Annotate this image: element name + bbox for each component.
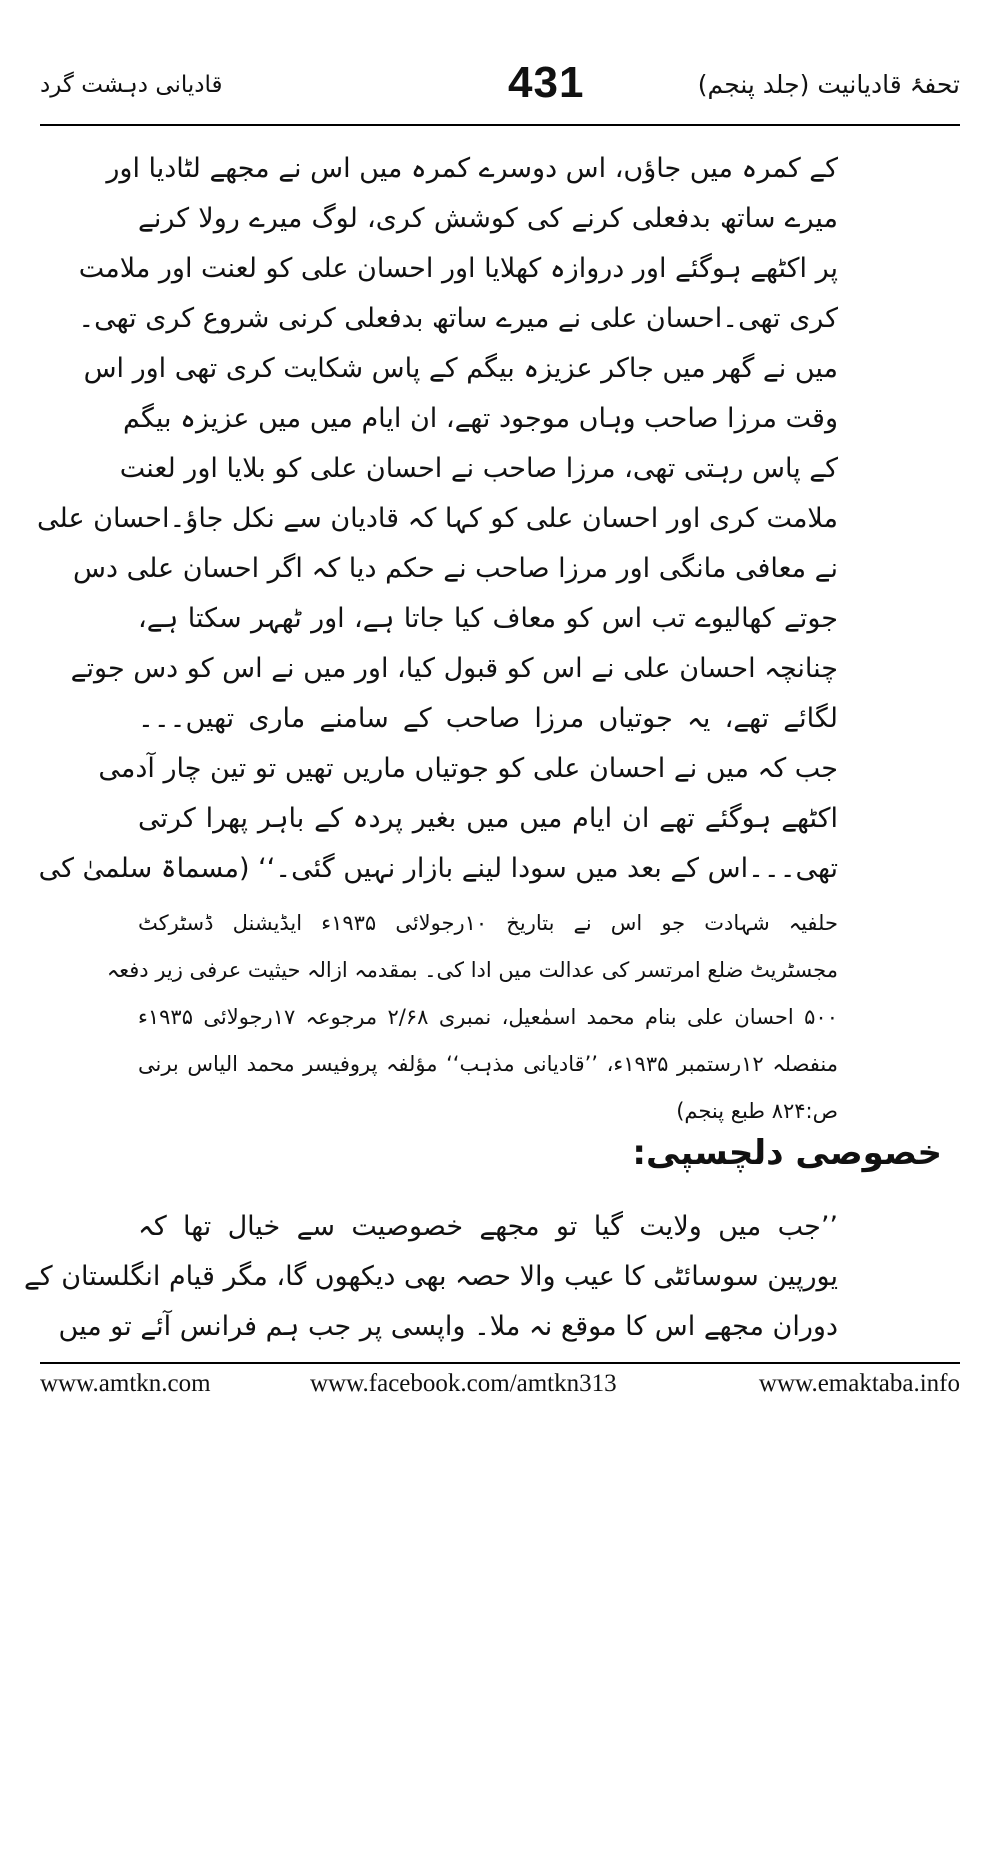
text-line: کری تھی۔احسان علی نے میرے ساتھ بدفعلی کرنی شروع کری تھی۔ (78, 303, 838, 334)
reference-line: منفصلہ ۱۲رستمبر ۱۹۳۵ء، ’’قادیانی مذہب‘‘ مؤلفہ پروفیسر محمد الیاس برنی (138, 1052, 838, 1076)
text-line: وقت مرزا صاحب وہاں موجود تھے، ان ایام میں میں عزیزہ بیگم (123, 403, 838, 434)
text-line: کے کمرہ میں جاؤں، اس دوسرے کمرہ میں اس نے مجھے لٹادیا اور (106, 153, 838, 184)
text-line: لگائے تھے، یہ جوتیاں مرزا صاحب کے سامنے ماری تھیں۔۔۔ (138, 703, 838, 734)
reference-line: ص:۸۲۴ طبع پنجم) (676, 1099, 838, 1123)
reference-line: ۵۰۰ احسان علی بنام محمد اسمٰعیل، نمبری ۲/۶۸ مرجوعہ ۱۷رجولائی ۱۹۳۵ء (138, 1005, 838, 1029)
text-line: جب کہ میں نے احسان علی کو جوتیاں ماریں تھیں تو تین چار آدمی (98, 753, 838, 784)
reference-line: حلفیہ شہادت جو اس نے بتاریخ ۱۰رجولائی ۱۹۳۵ء ایڈیشنل ڈسٹرکٹ (138, 911, 838, 935)
page-footer (40, 1370, 960, 1410)
text-line: یورپین سوسائٹی کا عیب والا حصہ بھی دیکھوں گا، مگر قیام انگلستان کے (23, 1261, 838, 1292)
footer-url-emaktaba[interactable]: www.emaktaba.info (758, 1370, 960, 1397)
text-line: پر اکٹھے ہوگئے اور دروازہ کھلایا اور احسان علی کو لعنت اور ملامت (78, 253, 838, 284)
chapter-title: قادیانی دہشت گرد (40, 72, 223, 98)
text-line: نے معافی مانگی اور مرزا صاحب نے حکم دیا کہ اگر احسان علی دس (73, 553, 838, 584)
footer-url-facebook[interactable]: www.facebook.com/amtkn313 (310, 1370, 617, 1397)
reference-line: مجسٹریٹ ضلع امرتسر کی عدالت میں ادا کی۔ بمقدمہ ازالہ حیثیت عرفی زیر دفعہ (106, 958, 838, 982)
text-line: کے پاس رہتی تھی، مرزا صاحب نے احسان علی کو بلایا اور لعنت (119, 453, 838, 484)
page-number: 431 (508, 58, 585, 107)
text-line: دوران مجھے اس کا موقع نہ ملا۔ واپسی پر جب ہم فرانس آئے تو میں (58, 1311, 838, 1342)
text-line: تھی۔۔۔اس کے بعد میں سودا لینے بازار نہیں گئی۔‘‘ (مسماۃ سلمیٰ کی (38, 853, 838, 884)
footer-url-amtkn[interactable]: www.amtkn.com (40, 1370, 211, 1397)
section-heading: خصوصی دلچسپی: (632, 1133, 942, 1173)
text-line: میں نے گھر میں جاکر عزیزہ بیگم کے پاس شکایت کری تھی اور اس (83, 353, 838, 384)
footer-divider (40, 1362, 960, 1364)
series-title: تحفۂ قادیانیت (جلد پنجم) (697, 70, 960, 99)
text-line: میرے ساتھ بدفعلی کرنے کی کوشش کری، لوگ میرے رولا کرنے (138, 203, 838, 234)
text-line: اکٹھے ہوگئے تھے ان ایام میں میں بغیر پردہ کے باہر پھرا کرتی (138, 803, 838, 834)
text-line: ’’جب میں ولایت گیا تو مجھے خصوصیت سے خیال تھا کہ (138, 1211, 838, 1242)
text-line: جوتے کھالیوے تب اس کو معاف کیا جاتا ہے، اور ٹھہر سکتا ہے، (138, 603, 838, 634)
text-line: ملامت کری اور احسان علی کو کہا کہ قادیان سے نکل جاؤ۔احسان علی (37, 503, 838, 534)
text-line: چنانچہ احسان علی نے اس کو قبول کیا، اور میں نے اس کو دس جوتے (70, 653, 838, 684)
